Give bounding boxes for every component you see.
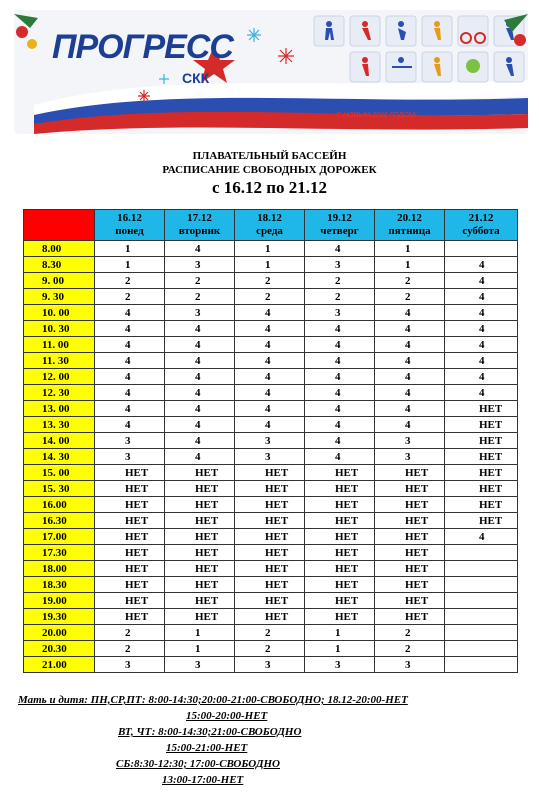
lane-count-cell: 3: [305, 305, 375, 321]
lane-count-cell: 4: [305, 385, 375, 401]
lane-count-cell: [445, 577, 518, 593]
lane-count-cell: 4: [445, 385, 518, 401]
day-header-4: [375, 210, 445, 241]
table-row: [24, 593, 518, 609]
table-row: [24, 657, 518, 673]
lane-count-cell: НЕТ: [235, 497, 305, 513]
lane-count-cell: 4: [165, 321, 235, 337]
time-cell: 17.00: [24, 529, 95, 545]
lane-count-cell: 4: [305, 401, 375, 417]
time-cell: 21.00: [24, 657, 95, 673]
day-date: 18.12: [257, 212, 282, 224]
lane-count-cell: 2: [165, 273, 235, 289]
lane-count-cell: 4: [235, 337, 305, 353]
lane-count-cell: [445, 561, 518, 577]
lane-count-cell: НЕТ: [95, 609, 165, 625]
note-line-3: ВТ, ЧТ: 8:00-14:30;21:00-СВОБОДНО: [118, 726, 302, 738]
lane-count-cell: 4: [235, 369, 305, 385]
lane-count-cell: НЕТ: [445, 417, 518, 433]
lane-count-cell: НЕТ: [305, 545, 375, 561]
table-row: [24, 257, 518, 273]
lane-count-cell: 4: [305, 433, 375, 449]
table-row: [24, 321, 518, 337]
lane-count-cell: НЕТ: [305, 561, 375, 577]
lane-count-cell: НЕТ: [95, 545, 165, 561]
table-row: [24, 433, 518, 449]
day-date: 20.12: [397, 212, 422, 224]
lane-count-cell: 4: [445, 289, 518, 305]
lane-count-cell: НЕТ: [305, 513, 375, 529]
lane-count-cell: НЕТ: [235, 545, 305, 561]
lane-count-cell: 3: [235, 433, 305, 449]
lane-count-cell: 4: [95, 305, 165, 321]
lane-count-cell: 3: [165, 305, 235, 321]
time-cell: 11. 30: [24, 353, 95, 369]
day-header-0: [95, 210, 165, 241]
lane-count-cell: 3: [235, 449, 305, 465]
lane-count-cell: 3: [95, 657, 165, 673]
day-name: четверг: [320, 225, 359, 237]
lane-count-cell: НЕТ: [165, 561, 235, 577]
lane-count-cell: 3: [165, 257, 235, 273]
lane-count-cell: 2: [235, 289, 305, 305]
table-row: [24, 449, 518, 465]
lane-count-cell: 4: [95, 417, 165, 433]
lane-count-cell: 2: [375, 625, 445, 641]
lane-count-cell: 2: [165, 289, 235, 305]
lane-count-cell: НЕТ: [375, 577, 445, 593]
lane-count-cell: 2: [235, 641, 305, 657]
day-header-2: [235, 210, 305, 241]
table-row: [24, 625, 518, 641]
time-cell: 16.00: [24, 497, 95, 513]
lane-count-cell: НЕТ: [375, 481, 445, 497]
lane-count-cell: 4: [445, 257, 518, 273]
table-row: [24, 465, 518, 481]
table-row: [24, 513, 518, 529]
lane-count-cell: [445, 609, 518, 625]
lane-count-cell: НЕТ: [445, 401, 518, 417]
lane-count-cell: 2: [375, 641, 445, 657]
time-cell: 18.00: [24, 561, 95, 577]
lane-count-cell: НЕТ: [165, 513, 235, 529]
lane-count-cell: 1: [305, 641, 375, 657]
lane-count-cell: 4: [95, 369, 165, 385]
time-cell: 10. 30: [24, 321, 95, 337]
lane-count-cell: НЕТ: [445, 497, 518, 513]
table-row: [24, 337, 518, 353]
lane-count-cell: 4: [305, 369, 375, 385]
lane-count-cell: 3: [305, 657, 375, 673]
note-text: ПН,СР,ПТ: 8:00-14:30;20:00-21:00-СВОБОДНО; 18.12-20:00-НЕТ: [87, 694, 408, 706]
logo: ПРОГРЕСС: [52, 28, 233, 66]
lane-count-cell: 4: [165, 241, 235, 257]
lane-count-cell: 4: [375, 337, 445, 353]
heading-date-range: с 16.12 по 21.12: [211, 178, 328, 197]
lane-count-cell: НЕТ: [165, 465, 235, 481]
lane-count-cell: НЕТ: [95, 593, 165, 609]
table-row: [24, 577, 518, 593]
lane-count-cell: 2: [95, 289, 165, 305]
lane-count-cell: [445, 641, 518, 657]
lane-count-cell: 3: [235, 657, 305, 673]
time-cell: 14. 30: [24, 449, 95, 465]
time-cell: 17.30: [24, 545, 95, 561]
day-name: вторник: [178, 225, 221, 237]
new-year-greeting: С НОВЫМ 2026 ГОДОМ!: [336, 112, 417, 119]
time-cell: 14. 00: [24, 433, 95, 449]
schedule-table: [23, 209, 518, 673]
lane-count-cell: НЕТ: [375, 593, 445, 609]
time-cell: 9. 00: [24, 273, 95, 289]
lane-count-cell: 4: [445, 337, 518, 353]
lane-count-cell: НЕТ: [445, 433, 518, 449]
lane-count-cell: 4: [305, 337, 375, 353]
time-cell: 10. 00: [24, 305, 95, 321]
lane-count-cell: НЕТ: [375, 465, 445, 481]
table-row: [24, 369, 518, 385]
lane-count-cell: НЕТ: [95, 497, 165, 513]
lane-count-cell: НЕТ: [165, 593, 235, 609]
lane-count-cell: НЕТ: [165, 609, 235, 625]
lane-count-cell: 3: [375, 433, 445, 449]
lane-count-cell: НЕТ: [375, 609, 445, 625]
lane-count-cell: 2: [235, 273, 305, 289]
lane-count-cell: 2: [305, 289, 375, 305]
lane-count-cell: 4: [165, 449, 235, 465]
time-cell: 8.30: [24, 257, 95, 273]
lane-count-cell: 4: [375, 305, 445, 321]
lane-count-cell: 4: [445, 529, 518, 545]
note-line-2: 15:00-20:00-НЕТ: [186, 710, 268, 722]
table-row: [24, 481, 518, 497]
table-row: [24, 641, 518, 657]
lane-count-cell: НЕТ: [95, 513, 165, 529]
day-date: 19.12: [327, 212, 352, 224]
lane-count-cell: [445, 241, 518, 257]
day-date: 21.12: [468, 212, 494, 224]
lane-count-cell: НЕТ: [305, 529, 375, 545]
time-cell: 12. 30: [24, 385, 95, 401]
header-banner: [14, 10, 528, 134]
lane-count-cell: [445, 593, 518, 609]
table-row: [24, 545, 518, 561]
heading-line-2: РАСПИСАНИЕ СВОБОДНЫХ ДОРОЖЕК: [162, 164, 377, 176]
lane-count-cell: НЕТ: [165, 497, 235, 513]
lane-count-cell: 4: [235, 353, 305, 369]
time-cell: 13. 30: [24, 417, 95, 433]
lane-count-cell: НЕТ: [165, 481, 235, 497]
lane-count-cell: НЕТ: [445, 481, 518, 497]
ornament-icon: [16, 26, 28, 38]
day-header-3: [305, 210, 375, 241]
table-row: [24, 417, 518, 433]
day-header-5: [445, 210, 518, 241]
lane-count-cell: 4: [165, 337, 235, 353]
table-row: [24, 561, 518, 577]
lane-count-cell: НЕТ: [305, 577, 375, 593]
lane-count-cell: 4: [375, 401, 445, 417]
lane-count-cell: 2: [95, 641, 165, 657]
lane-count-cell: 4: [375, 369, 445, 385]
lane-count-cell: 2: [375, 273, 445, 289]
lane-count-cell: [445, 657, 518, 673]
note-label: Мать и дитя:: [18, 694, 88, 706]
lane-count-cell: НЕТ: [375, 561, 445, 577]
day-header-1: [165, 210, 235, 241]
lane-count-cell: 3: [165, 657, 235, 673]
lane-count-cell: 4: [305, 449, 375, 465]
lane-count-cell: 1: [95, 257, 165, 273]
lane-count-cell: НЕТ: [305, 593, 375, 609]
table-row: [24, 273, 518, 289]
lane-count-cell: 4: [95, 401, 165, 417]
lane-count-cell: НЕТ: [305, 465, 375, 481]
day-name: суббота: [462, 225, 500, 237]
lane-count-cell: 1: [235, 241, 305, 257]
time-cell: 20.30: [24, 641, 95, 657]
lane-count-cell: 3: [95, 433, 165, 449]
time-cell: 18.30: [24, 577, 95, 593]
lane-count-cell: 4: [375, 321, 445, 337]
lane-count-cell: 4: [235, 385, 305, 401]
day-name: понед: [115, 225, 144, 237]
lane-count-cell: НЕТ: [235, 561, 305, 577]
lane-count-cell: НЕТ: [235, 481, 305, 497]
lane-count-cell: 4: [235, 401, 305, 417]
table-row: [24, 497, 518, 513]
lane-count-cell: НЕТ: [235, 593, 305, 609]
lane-count-cell: 1: [165, 625, 235, 641]
lane-count-cell: 4: [305, 241, 375, 257]
time-cell: 15. 30: [24, 481, 95, 497]
lane-count-cell: НЕТ: [375, 513, 445, 529]
day-date: 17.12: [187, 212, 212, 224]
lane-count-cell: 4: [305, 353, 375, 369]
lane-count-cell: 4: [445, 273, 518, 289]
lane-count-cell: 4: [305, 321, 375, 337]
lane-count-cell: НЕТ: [165, 529, 235, 545]
lane-count-cell: НЕТ: [95, 529, 165, 545]
lane-count-cell: 4: [95, 337, 165, 353]
lane-count-cell: НЕТ: [95, 577, 165, 593]
time-cell: 11. 00: [24, 337, 95, 353]
lane-count-cell: 1: [165, 641, 235, 657]
lane-count-cell: 4: [235, 305, 305, 321]
time-cell: 9. 30: [24, 289, 95, 305]
table-row: [24, 609, 518, 625]
lane-count-cell: НЕТ: [305, 497, 375, 513]
lane-count-cell: 4: [95, 385, 165, 401]
lane-count-cell: 4: [375, 385, 445, 401]
lane-count-cell: 2: [95, 625, 165, 641]
lane-count-cell: НЕТ: [235, 513, 305, 529]
lane-count-cell: 2: [305, 273, 375, 289]
note-line-4: 15:00-21:00-НЕТ: [166, 742, 248, 754]
lane-count-cell: НЕТ: [235, 465, 305, 481]
table-row: [24, 305, 518, 321]
lane-count-cell: 4: [95, 321, 165, 337]
lane-count-cell: НЕТ: [305, 481, 375, 497]
lane-count-cell: НЕТ: [375, 497, 445, 513]
lane-count-cell: 1: [235, 257, 305, 273]
time-cell: 8.00: [24, 241, 95, 257]
table-row: [24, 289, 518, 305]
lane-count-cell: 3: [305, 257, 375, 273]
day-name: среда: [256, 225, 283, 237]
lane-count-cell: НЕТ: [445, 513, 518, 529]
lane-count-cell: 4: [235, 417, 305, 433]
table-header-row: [24, 210, 518, 241]
table-row: [24, 401, 518, 417]
note-line-1: [18, 694, 408, 706]
heading-line-1: ПЛАВАТЕЛЬНЫЙ БАССЕЙН: [192, 150, 347, 162]
lane-count-cell: [445, 545, 518, 561]
time-cell: 15. 00: [24, 465, 95, 481]
lane-count-cell: 4: [445, 321, 518, 337]
lane-count-cell: 4: [375, 353, 445, 369]
header-corner-cell: [24, 210, 95, 241]
lane-count-cell: НЕТ: [95, 465, 165, 481]
table-row: [24, 241, 518, 257]
lane-count-cell: 2: [235, 625, 305, 641]
time-cell: 16.30: [24, 513, 95, 529]
lane-count-cell: 4: [305, 417, 375, 433]
lane-count-cell: 1: [375, 241, 445, 257]
lane-count-cell: НЕТ: [445, 465, 518, 481]
time-cell: 13. 00: [24, 401, 95, 417]
note-line-6: 13:00-17:00-НЕТ: [162, 774, 244, 786]
lane-count-cell: 1: [305, 625, 375, 641]
lane-count-cell: НЕТ: [165, 577, 235, 593]
lane-count-cell: 4: [165, 385, 235, 401]
lane-count-cell: 4: [445, 305, 518, 321]
lane-count-cell: 4: [235, 321, 305, 337]
time-cell: 20.00: [24, 625, 95, 641]
time-cell: 19.00: [24, 593, 95, 609]
lane-count-cell: НЕТ: [375, 529, 445, 545]
lane-count-cell: 4: [165, 369, 235, 385]
lane-count-cell: 4: [95, 353, 165, 369]
lane-count-cell: НЕТ: [95, 561, 165, 577]
lane-count-cell: 4: [445, 353, 518, 369]
lane-count-cell: НЕТ: [235, 609, 305, 625]
lane-count-cell: 2: [375, 289, 445, 305]
lane-count-cell: НЕТ: [305, 609, 375, 625]
lane-count-cell: 3: [95, 449, 165, 465]
time-cell: 19.30: [24, 609, 95, 625]
lane-count-cell: 1: [375, 257, 445, 273]
lane-count-cell: 4: [375, 417, 445, 433]
lane-count-cell: 3: [375, 657, 445, 673]
lane-count-cell: [445, 625, 518, 641]
lane-count-cell: НЕТ: [95, 481, 165, 497]
lane-count-cell: 4: [165, 353, 235, 369]
note-line-5: СБ:8:30-12:30; 17:00-СВОБОДНО: [116, 758, 280, 770]
lane-count-cell: 1: [95, 241, 165, 257]
lane-count-cell: 4: [445, 369, 518, 385]
lane-count-cell: НЕТ: [165, 545, 235, 561]
lane-count-cell: 2: [95, 273, 165, 289]
lane-count-cell: НЕТ: [235, 529, 305, 545]
sport-icons: [314, 16, 524, 82]
lane-count-cell: 4: [165, 433, 235, 449]
lane-count-cell: НЕТ: [375, 545, 445, 561]
day-name: пятница: [388, 225, 431, 237]
lane-count-cell: НЕТ: [235, 577, 305, 593]
lane-count-cell: НЕТ: [445, 449, 518, 465]
table-row: [24, 385, 518, 401]
time-cell: 12. 00: [24, 369, 95, 385]
lane-count-cell: 4: [165, 417, 235, 433]
lane-count-cell: 3: [375, 449, 445, 465]
logo-subtitle: СКК: [182, 70, 210, 86]
table-row: [24, 529, 518, 545]
day-date: 16.12: [117, 212, 142, 224]
table-row: [24, 353, 518, 369]
lane-count-cell: 4: [165, 401, 235, 417]
